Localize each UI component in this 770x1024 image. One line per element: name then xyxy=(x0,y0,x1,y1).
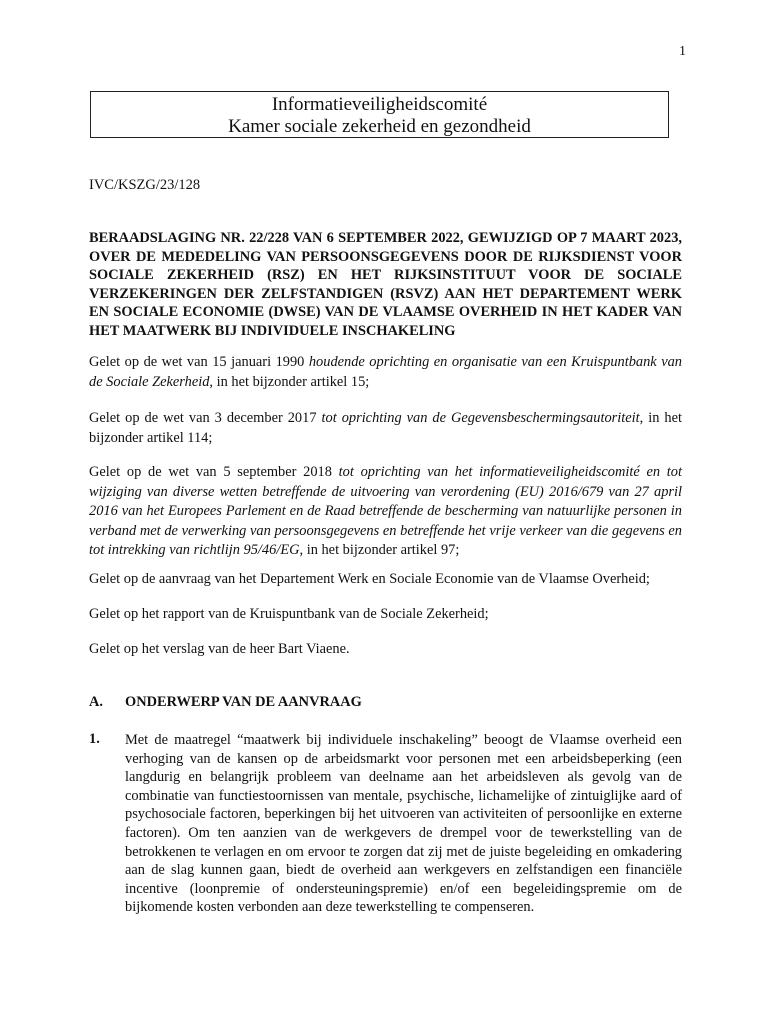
paragraph-text: Gelet op de wet van 15 januari 1990 xyxy=(89,354,309,370)
document-title: BERAADSLAGING NR. 22/228 VAN 6 SEPTEMBER 2022, GEWIJZIGD OP 7 MAART 2023, OVER DE MEDEDELING VAN PERSOONSGEGEVENS DOOR DE RIJKSDIENST VOOR SOCIALE ZEKERHEID (RSZ) EN HET RIJKSINSTITUUT VOOR DE SOCIALE VERZEKERINGEN DER ZELFSTANDIGEN (RSVZ) AAN HET DEPARTEMENT WERK EN SOCIALE ECONOMIE (DWSE) VAN DE VLAAMSE OVERHEID IN HET KADER VAN HET MAATWERK BIJ INDIVIDUELE INSCHAKELING xyxy=(89,230,682,339)
document-reference: IVC/KSZG/23/128 xyxy=(89,177,201,193)
section-label: A. xyxy=(89,694,103,710)
paragraph-text: , in het bijzonder artikel 97; xyxy=(299,542,460,558)
paragraph-law-2017 xyxy=(89,409,682,448)
paragraph-text: Gelet op de wet van 3 december 2017 xyxy=(89,410,322,426)
header-box xyxy=(90,91,669,138)
paragraph-text: Gelet op de wet van 5 september 2018 xyxy=(89,464,339,480)
section-title: ONDERWERP VAN DE AANVRAAG xyxy=(125,694,362,710)
page-number: 1 xyxy=(679,44,686,59)
paragraph-italic-text: tot oprichting van de Gegevensbeschermingsautoriteit xyxy=(321,410,640,426)
paragraph-italic-text: houdende oprichting en organisatie van een Kruispuntbank van de Sociale Zekerheid xyxy=(89,354,682,390)
item-text: Met de maatregel “maatwerk bij individuele inschakeling” beoogt de Vlaamse overheid een verhoging van de kansen op de arbeidsmarkt voor personen met een arbeidsbeperking (een langdurig en belangrijk probleem van deelname aan het arbeidsleven als gevolg van de combinatie van functiestoornissen van mentale, psychische, lichamelijke of zintuiglijke aard of psychosociale factoren, beperkingen bij het uitvoeren van activiteiten of persoonlijke en externe factoren). Om ten aanzien van de werkgevers de drempel voor de tewerkstelling van de betrokkenen te verlagen en om ervoor te zorgen dat zij met de juiste begeleiding en omkadering aan de slag kunnen gaan, biedt de overheid aan werkgevers en zelfstandigen een financiële incentive (loonpremie of ondersteuningspremie) en/of een begeleidingspremie om de bijkomende kosten verbonden aan deze tewerkstelling te compenseren. xyxy=(125,732,682,916)
header-chamber-name: Kamer sociale zekerheid en gezondheid xyxy=(228,116,531,137)
header-committee-name: Informatieveiligheidscomité xyxy=(271,94,488,115)
paragraph-report: Gelet op het rapport van de Kruispuntbank van de Sociale Zekerheid; xyxy=(89,606,489,622)
paragraph-law-1990 xyxy=(89,353,682,392)
paragraph-rapporteur: Gelet op het verslag van de heer Bart Viaene. xyxy=(89,641,350,657)
paragraph-italic-text: tot oprichting van het informatieveiligheidscomité en tot wijziging van diverse wetten betreffende de uitvoering van verordening (EU) 2016/679 van 27 april 2016 van het Europees Parlement en de Raad betreffende de bescherming van natuurlijke personen in verband met de verwerking van persoonsgegevens en betreffende het vrije verkeer van die gegevens en tot intrekking van richtlijn 95/46/EG xyxy=(89,464,683,558)
item-number: 1. xyxy=(89,731,100,747)
paragraph-text: , in het bijzonder artikel 114; xyxy=(89,410,682,446)
paragraph-text: , in het bijzonder artikel 15; xyxy=(209,373,370,390)
paragraph-request: Gelet op de aanvraag van het Departement Werk en Sociale Economie van de Vlaamse Overheid; xyxy=(89,571,650,587)
paragraph-law-2018 xyxy=(89,463,682,561)
